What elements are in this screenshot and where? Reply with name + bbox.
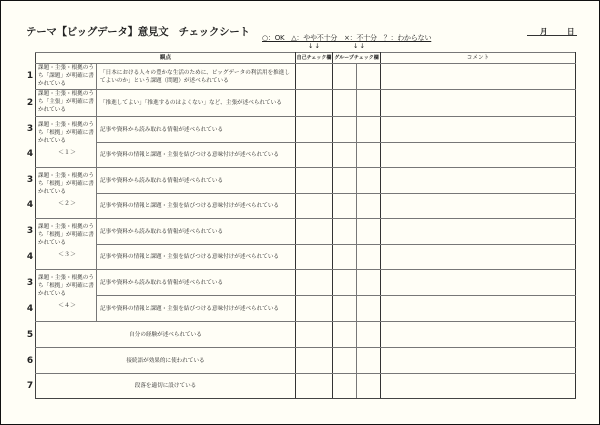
group-check-cell-a[interactable]	[333, 296, 357, 322]
evidence-number: ＜４＞	[57, 302, 76, 309]
day-label: 日	[567, 27, 575, 36]
header-row	[36, 53, 576, 64]
page-title: テーマ【ビッグデータ】意見文 チェックシート	[26, 26, 250, 38]
self-check-cell[interactable]	[296, 117, 333, 143]
self-check-cell[interactable]	[296, 168, 333, 194]
self-check-cell[interactable]	[296, 219, 333, 245]
table-row	[36, 322, 576, 348]
row-number: 4	[26, 304, 34, 314]
evidence-number: ＜３＞	[57, 251, 76, 258]
row-number: 6	[26, 356, 34, 366]
table-row	[36, 245, 576, 270]
comment-cell[interactable]	[381, 374, 576, 399]
criterion-cell: 記事や資料から読み取れる情報が述べられている	[97, 219, 296, 245]
evidence-category-cell	[36, 117, 97, 168]
group-check-cell-a[interactable]	[333, 90, 357, 117]
criterion-cell: 記事や資料の情報と課題・主張を結びつける意味付けが述べられている	[97, 296, 296, 322]
table-row	[36, 374, 576, 399]
comment-cell[interactable]	[381, 245, 576, 270]
group-check-cell-b[interactable]	[357, 117, 381, 143]
group-check-header: グループチェック欄	[333, 53, 381, 64]
table-row	[36, 194, 576, 219]
table-row	[36, 64, 576, 90]
evidence-category-cell	[36, 168, 97, 219]
group-check-cell-b[interactable]	[357, 245, 381, 270]
table-row	[36, 348, 576, 374]
checklist-table	[35, 52, 576, 399]
self-check-cell[interactable]	[296, 194, 333, 219]
group-check-cell-a[interactable]	[333, 270, 357, 296]
category-cell: 課題・主張・根拠のうち「主張」が明確に書かれている	[36, 90, 97, 117]
comment-cell[interactable]	[381, 117, 576, 143]
comment-cell[interactable]	[381, 219, 576, 245]
self-check-cell[interactable]	[296, 348, 333, 374]
group-check-cell-b[interactable]	[357, 270, 381, 296]
criterion-cell: 記事や資料の情報と課題・主張を結びつける意味付けが述べられている	[97, 143, 296, 168]
criterion-cell: 「推進してよい」「推進するのはよくない」など、主張が述べられている	[97, 90, 296, 117]
group-check-cell-b[interactable]	[357, 219, 381, 245]
group-check-cell-b[interactable]	[357, 296, 381, 322]
comment-cell[interactable]	[381, 90, 576, 117]
table-row	[36, 143, 576, 168]
criterion-cell: 接続語が効果的に使われている	[36, 348, 296, 374]
criterion-cell: 「日本における人々の豊かな生活のために、ビッグデータの利活用を推進してよいのか」という課題（問題）が述べられている	[97, 64, 296, 90]
table-row	[36, 168, 576, 194]
row-number: 3	[26, 124, 34, 134]
self-check-arrows: ↓↓	[308, 42, 321, 50]
row-number: 3	[26, 226, 34, 236]
self-check-cell[interactable]	[296, 322, 333, 348]
criterion-cell: 自分の経験が述べられている	[36, 322, 296, 348]
group-check-cell-a[interactable]	[333, 374, 357, 399]
row-number: 4	[26, 252, 34, 262]
category-text: 課題・主張・根拠のうち「根拠」が明確に書かれている	[38, 224, 94, 246]
row-number: 5	[26, 330, 34, 340]
group-check-cell-a[interactable]	[333, 194, 357, 219]
table-row	[36, 296, 576, 322]
evidence-category-cell	[36, 270, 97, 322]
group-check-cell-a[interactable]	[333, 348, 357, 374]
row-number: 7	[26, 381, 34, 391]
table-row	[36, 117, 576, 143]
comment-cell[interactable]	[381, 143, 576, 168]
table-row	[36, 270, 576, 296]
comment-header: コメント	[381, 53, 576, 64]
table-row	[36, 219, 576, 245]
criterion-cell: 記事や資料から読み取れる情報が述べられている	[97, 168, 296, 194]
criterion-cell: 段落を適切に設けている	[36, 374, 296, 399]
group-check-cell-a[interactable]	[333, 117, 357, 143]
self-check-cell[interactable]	[296, 90, 333, 117]
group-check-cell-b[interactable]	[357, 168, 381, 194]
comment-cell[interactable]	[381, 348, 576, 374]
category-cell: 課題・主張・根拠のうち「課題」が明確に書かれている	[36, 64, 97, 90]
evidence-number: ＜１＞	[57, 149, 76, 156]
self-check-cell[interactable]	[296, 296, 333, 322]
table-row	[36, 90, 576, 117]
self-check-cell[interactable]	[296, 270, 333, 296]
row-number: 4	[26, 149, 34, 159]
row-number: 1	[26, 71, 34, 81]
group-check-cell-b[interactable]	[357, 90, 381, 117]
evidence-category-cell	[36, 219, 97, 270]
comment-cell[interactable]	[381, 296, 576, 322]
category-text: 課題・主張・根拠のうち「根拠」が明確に書かれている	[38, 173, 94, 195]
comment-cell[interactable]	[381, 270, 576, 296]
group-check-cell-b[interactable]	[357, 348, 381, 374]
criterion-cell: 記事や資料の情報と課題・主張を結びつける意味付けが述べられている	[97, 194, 296, 219]
group-check-cell-a[interactable]	[333, 64, 357, 90]
category-text: 課題・主張・根拠のうち「根拠」が明確に書かれている	[38, 275, 94, 297]
comment-cell[interactable]	[381, 168, 576, 194]
self-check-header: 自己チェック欄	[296, 53, 333, 64]
row-number: 3	[26, 278, 34, 288]
group-check-cell-b[interactable]	[357, 64, 381, 90]
category-text: 課題・主張・根拠のうち「根拠」が明確に書かれている	[38, 122, 94, 144]
self-check-cell[interactable]	[296, 64, 333, 90]
row-number: 2	[26, 98, 34, 108]
group-check-cell-a[interactable]	[333, 168, 357, 194]
row-number: 3	[26, 175, 34, 185]
group-check-cell-b[interactable]	[357, 322, 381, 348]
self-check-cell[interactable]	[296, 143, 333, 168]
criterion-cell: 記事や資料の情報と課題・主張を結びつける意味付けが述べられている	[97, 245, 296, 270]
group-check-arrows: ↓↓	[353, 42, 366, 50]
comment-cell[interactable]	[381, 322, 576, 348]
group-check-cell-b[interactable]	[357, 374, 381, 399]
comment-cell[interactable]	[381, 194, 576, 219]
group-check-cell-a[interactable]	[333, 219, 357, 245]
viewpoint-header: 観点	[36, 53, 296, 64]
month-label: 月	[540, 27, 548, 36]
rating-legend: ○：OK △：やや不十分 ×：不十分 ？：わからない	[262, 34, 432, 42]
self-check-cell[interactable]	[296, 245, 333, 270]
self-check-cell[interactable]	[296, 374, 333, 399]
row-number: 4	[26, 200, 34, 210]
criterion-cell: 記事や資料から読み取れる情報が述べられている	[97, 270, 296, 296]
group-check-cell-b[interactable]	[357, 143, 381, 168]
evidence-number: ＜２＞	[57, 200, 76, 207]
comment-cell[interactable]	[381, 64, 576, 90]
group-check-cell-b[interactable]	[357, 194, 381, 219]
group-check-cell-a[interactable]	[333, 143, 357, 168]
group-check-cell-a[interactable]	[333, 322, 357, 348]
date-field[interactable]	[527, 26, 577, 36]
group-check-cell-a[interactable]	[333, 245, 357, 270]
criterion-cell: 記事や資料から読み取れる情報が述べられている	[97, 117, 296, 143]
